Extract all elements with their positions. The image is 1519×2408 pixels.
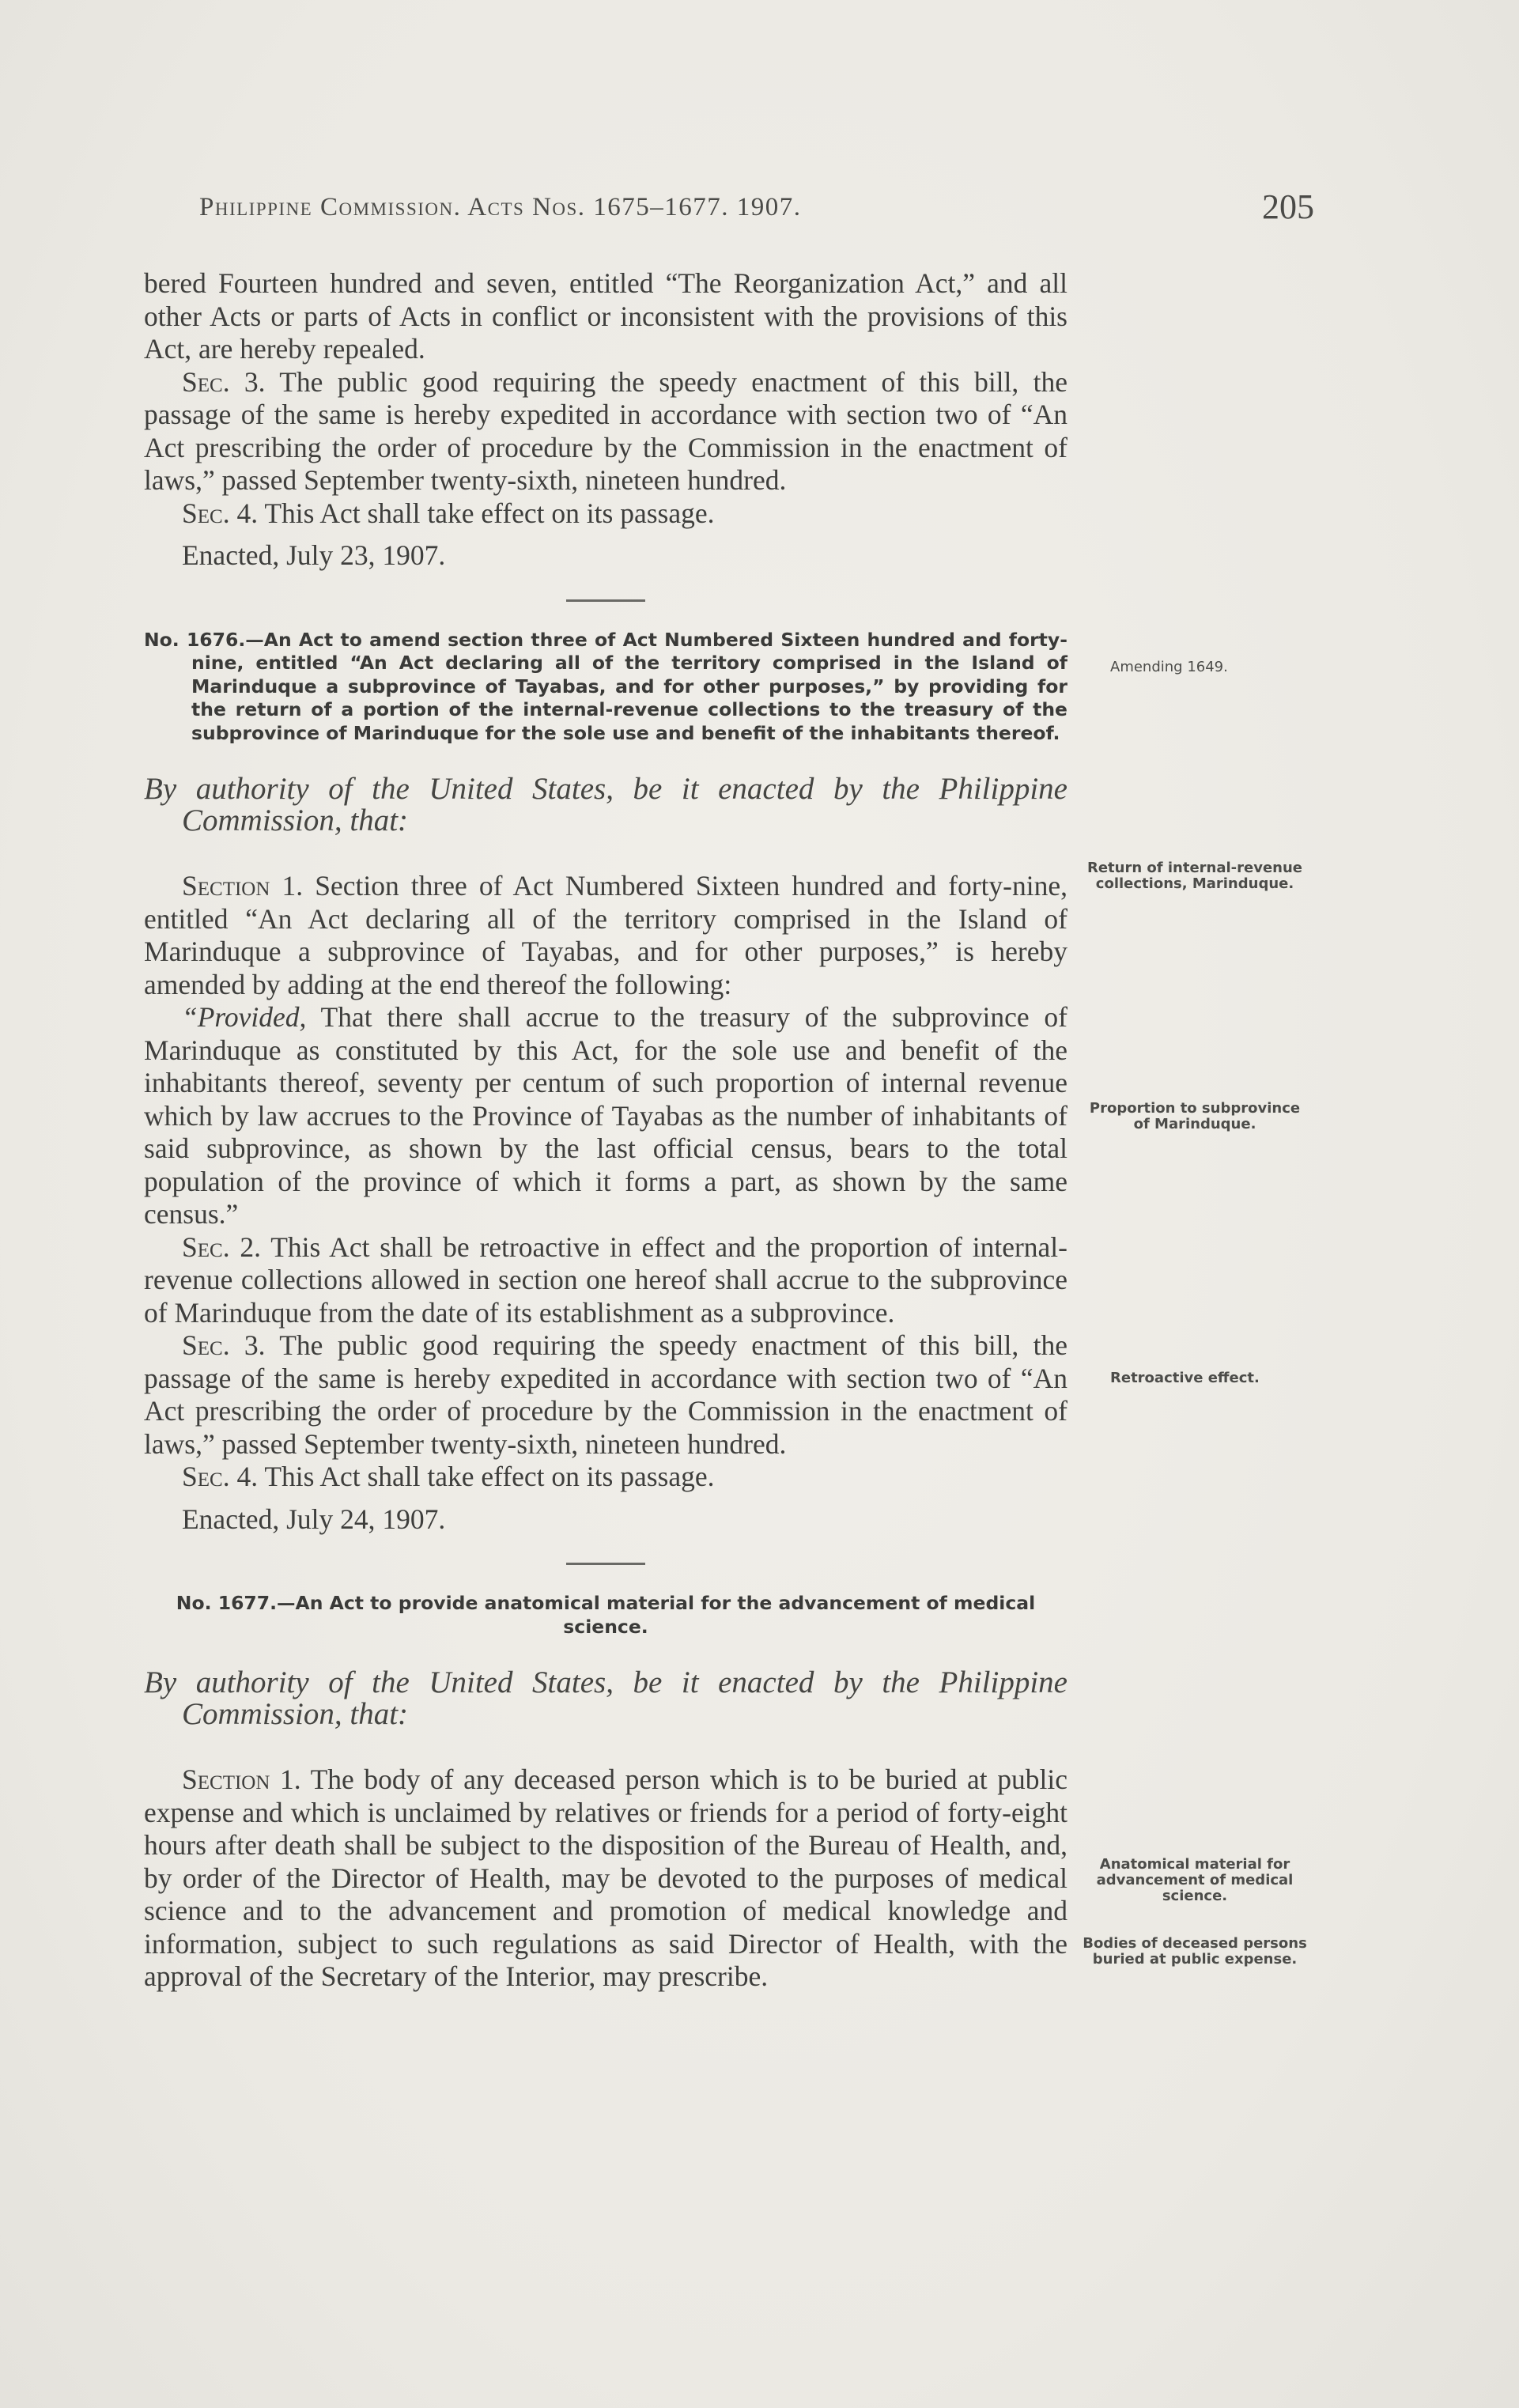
section-text: This Act shall take effect on its passage.: [264, 497, 715, 529]
act-1676-enacting-clause: By authority of the United States, be it enacted by the Philippine Commission, that:: [144, 772, 1067, 837]
act-1676-section-4: [144, 1461, 1067, 1494]
section-label: Section 1.: [182, 870, 304, 902]
act-1677-title: No. 1677.—An Act to provide anatomical material for the advancement of medical science.: [176, 1592, 1036, 1638]
section-text: This Act shall be retroactive in effect and the proportion of internal-revenue collections allowed in section one hereof shall accrue to the subprovince of Marinduque from the date of its establishment as a subprovince.: [144, 1230, 1067, 1329]
margin-note-anatomical: Anatomical material for advancement of medical science.: [1096, 1856, 1294, 1904]
act-1676-section-2: [144, 1231, 1067, 1330]
section-3-act-1675: [144, 366, 1067, 497]
act-1677-section-1: [144, 1763, 1067, 1994]
enacted-date-1675: Enacted, July 23, 1907.: [182, 539, 446, 571]
page-header: [199, 187, 1314, 234]
margin-note-retroactive: Retroactive effect.: [1110, 1370, 1260, 1386]
act-1676-section-3: [144, 1329, 1067, 1461]
section-text: Section three of Act Numbered Sixteen hundred and forty-nine, entitled “An Act declaring all of the territory comprised in the Island of Marinduque a subprovince of Tayabas, and for other purposes,” is hereby amended by adding at the end thereof the following:: [144, 870, 1067, 1000]
running-title: Philippine Commission. Acts Nos. 1675–1677. 1907.: [199, 193, 802, 221]
act-1677-enacting-clause: By authority of the United States, be it enacted by the Philippine Commission, that:: [144, 1665, 1067, 1731]
section-text: The public good requiring the speedy enactment of this bill, the passage of the same is hereby expedited in accordance with section two of “An Act prescribing the order of procedure by the Commission in the enactment of laws,” passed September twenty-sixth, nineteen hundred.: [144, 365, 1067, 496]
section-text: The public good requiring the speedy enactment of this bill, the passage of the same is hereby expedited in accordance with section two of “An Act prescribing the order of procedure by the Commission in the enactment of laws,” passed September twenty-sixth, nineteen hundred.: [144, 1329, 1067, 1460]
section-text: The body of any deceased person which is to be buried at public expense and which is unclaimed by relatives or friends for a period of forty-eight hours after death shall be subject to the disposition of the Bureau of Health, and, by order of the Director of Health, may be devoted to the purposes of medical science and to the advancement and promotion of medical knowledge and information, subject to such regulations as said Director of Health, with the approval of the Secretary of the Interior, may prescribe.: [144, 1763, 1067, 1992]
margin-note-return: Return of internal-revenue collections, Marinduque.: [1086, 860, 1303, 892]
proviso-text: That there shall accrue to the treasury of the subprovince of Marinduque as constituted by this Act, for the sole use and benefit of the inhabitants thereof, seventy per centum of such proportion of internal revenue which by law accrues to the Province of Tayabas as the number of inhabitants of said subprovince, as shown by the last official census, bears to the total population of the province of which it forms a part, as shown by the same census.”: [144, 1001, 1067, 1230]
section-divider: [566, 599, 645, 602]
main-column: [144, 267, 1067, 1994]
section-label: Sec. 4.: [182, 1461, 259, 1492]
section-label: Sec. 3.: [182, 365, 266, 398]
section-label: Sec. 4.: [182, 497, 259, 529]
section-label: Sec. 2.: [182, 1230, 262, 1263]
margin-note-bodies: Bodies of deceased persons buried at public expense.: [1083, 1935, 1307, 1968]
continued-paragraph: bered Fourteen hundred and seven, entitled “The Reorganization Act,” and all other Acts or parts of Acts in conflict or inconsistent with the provisions of this Act, are hereby repealed.: [144, 267, 1067, 365]
page-number: 205: [1262, 187, 1314, 226]
section-label: Section 1.: [182, 1763, 301, 1795]
margin-note-proportion: Proportion to subprovince of Marinduque.: [1089, 1100, 1301, 1132]
section-4-act-1675: [144, 497, 1067, 531]
section-text: This Act shall take effect on its passage.: [264, 1461, 715, 1492]
section-divider: [566, 1563, 645, 1565]
margin-note-amending: Amending 1649.: [1110, 659, 1228, 675]
proviso-label: “Provided,: [182, 1001, 307, 1033]
act-1676-proviso: [144, 1001, 1067, 1231]
enacted-date-1676: Enacted, July 24, 1907.: [182, 1503, 446, 1535]
act-1676-title: No. 1676.—An Act to amend section three of Act Numbered Sixteen hundred and forty-nine, entitled “An Act declaring all of the territory comprised in the Island of Marinduque a subprovince of Tayabas, and for other purposes,” by providing for the return of a portion of the internal-revenue collections to the treasury of the subprovince of Marinduque for the sole use and benefit of the inhabitants thereof.: [144, 628, 1067, 744]
section-label: Sec. 3.: [182, 1329, 266, 1361]
act-1676-section-1: [144, 870, 1067, 1001]
